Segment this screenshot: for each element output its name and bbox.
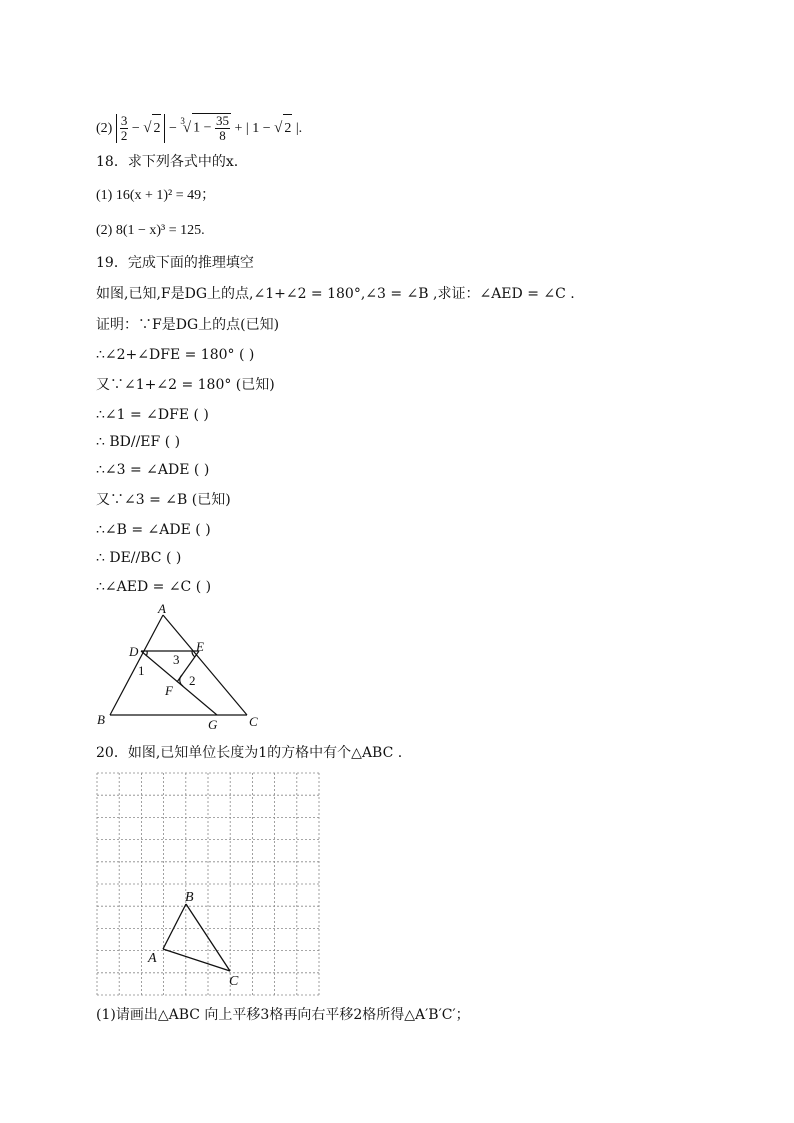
grid-label-A: A — [148, 951, 157, 966]
label-angle-3: 3 — [173, 652, 180, 667]
q18-title: 18．求下列各式中的x. — [96, 154, 239, 170]
fraction-3-over-2: $\frac{3}{2}$ — [120, 113, 128, 144]
label-B: B — [97, 712, 105, 727]
fraction-35-over-8: $\frac{35}{8}$ — [216, 113, 230, 144]
q19-line: ∴∠3 = ∠ADE ( ) — [96, 462, 210, 478]
q20-grid-figure — [94, 770, 324, 1000]
q19-line: 证明：∵F是DG上的点(已知) — [96, 317, 280, 333]
label-G: G — [208, 717, 218, 732]
segment-AB — [110, 615, 163, 715]
q17-part2-expression: (2) $\frac{3}{2}$ − √ 2 − $^3$√ 1 − $\frac{35}{8}$ + | 1 − √ 2 |. — [96, 113, 303, 144]
label-C: C — [249, 714, 258, 729]
segment-AC — [163, 949, 230, 971]
q20-title: 20．如图,已知单位长度为1的方格中有个△ABC . — [96, 745, 403, 761]
label-A: A — [158, 602, 166, 616]
q19-line: ∴ BD//EF ( ) — [96, 434, 181, 450]
q18-part2: (2) 8(1 − x)³ = 125. — [96, 223, 205, 238]
abs-group-1: $\frac{3}{2}$ − √ 2 — [116, 114, 166, 143]
q19-line: 又∵∠3 = ∠B (已知) — [96, 492, 231, 508]
q19-line: ∴∠AED = ∠C ( ) — [96, 579, 212, 595]
q19-triangle-figure — [90, 602, 290, 732]
cube-root-body: 1 − $\frac{35}{8}$ — [193, 113, 230, 144]
q17-part2-label: (2) — [96, 121, 113, 136]
label-E: E — [196, 639, 204, 654]
q18-part1: (1) 16(x + 1)² = 49； — [96, 188, 216, 203]
q19-line: 如图,已知,F是DG上的点,∠1+∠2 = 180°,∠3 = ∠B ,求证：∠AED = ∠C . — [96, 286, 575, 302]
segment-AB — [163, 904, 186, 949]
label-angle-1: 1 — [138, 663, 145, 678]
label-F: F — [165, 683, 173, 698]
q19-title: 19．完成下面的推理填空 — [96, 255, 254, 271]
label-angle-2: 2 — [189, 673, 196, 688]
q19-line: ∴∠2+∠DFE = 180° ( ) — [96, 347, 255, 363]
sqrt-sign: √ — [143, 120, 152, 137]
q19-line: 又∵∠1+∠2 = 180° (已知) — [96, 377, 275, 393]
label-D: D — [129, 644, 139, 659]
grid-label-B: B — [185, 890, 194, 905]
q19-line: ∴∠1 = ∠DFE ( ) — [96, 407, 209, 423]
q19-line: ∴∠B = ∠ADE ( ) — [96, 522, 211, 538]
grid-label-C: C — [229, 974, 239, 989]
cube-root-sign: √ — [182, 120, 192, 136]
q19-line: ∴ DE//BC ( ) — [96, 550, 182, 566]
q20-part1: (1)请画出△ABC 向上平移3格再向右平移2格所得△A′B′C′； — [96, 1007, 470, 1023]
unit-grid — [97, 773, 319, 995]
angle-1-arc — [146, 651, 147, 656]
